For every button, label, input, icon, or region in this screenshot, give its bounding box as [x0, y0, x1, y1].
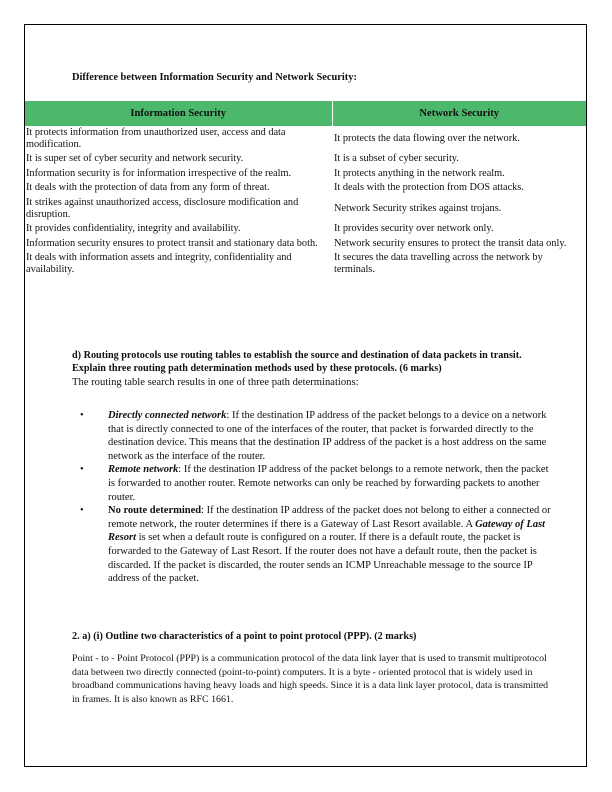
- cell-network-security: It protects the data flowing over the network.: [334, 132, 520, 144]
- path-determination-list: [80, 409, 554, 586]
- bullet-term: No route determined: [108, 505, 202, 517]
- bullet-text: is set when a default route is configured on a router. If there is a default route, the packet is forwarded to the Gateway of Last Resort. If the router does not have a default route, then the packet is discarded. If the packet is discarded, the router sends an ICMP Unreachable message to the source IP address of the packet.: [108, 532, 537, 585]
- list-item: [80, 463, 554, 504]
- table-row: [25, 126, 586, 152]
- bullet-text: : If the destination IP address of the packet belongs to a remote network, then the packet is forwarded to another router. Remote networks can only be reached by forwarding packets to another router.: [108, 464, 549, 503]
- cell-network-security: Network security ensures to protect the transit data only.: [334, 237, 567, 249]
- table-header-row: [25, 101, 586, 126]
- table-row: [25, 152, 586, 167]
- bullet-icon: •: [80, 410, 84, 421]
- question-2a-body: Point - to - Point Protocol (PPP) is a communication protocol of the data link layer that is used to transmit multiprotocol data between two directly connected (point-to-point) computers. It is a byte - oriented protocol that is widely used in broadband communications having heavy loads and high speeds. Since it is a data link layer protocol, data is transmitted in frames. It is also known as RFC 1661.: [72, 653, 549, 705]
- list-item: [80, 409, 554, 463]
- cell-information-security: Information security ensures to protect transit and stationary data both.: [26, 237, 318, 249]
- cell-information-security: It deals with information assets and integrity, confidentiality and availability.: [26, 252, 292, 275]
- question-d-intro: The routing table search results in one of three path determinations:: [72, 377, 359, 388]
- cell-information-security: It provides confidentiality, integrity and availability.: [26, 223, 241, 235]
- table-row: [25, 222, 586, 237]
- cell-network-security: Network Security strikes against trojans.: [334, 202, 502, 214]
- bullet-text: : If the destination IP address of the packet does not belong to either a connected or remote network, the router determines if there is a Gateway of Last Resort available. A: [108, 505, 551, 530]
- list-item: [80, 504, 554, 586]
- cell-network-security: It protects anything in the network realm.: [334, 167, 505, 179]
- header-network-security: Network Security: [332, 101, 586, 126]
- bullet-icon: •: [80, 505, 84, 517]
- comparison-table: [25, 101, 586, 278]
- table-row: [25, 181, 586, 196]
- section-title: Difference between Information Security and Network Security:: [72, 72, 357, 83]
- cell-network-security: It deals with the protection from DOS attacks.: [334, 182, 524, 194]
- cell-information-security: It deals with the protection of data from any form of threat.: [26, 182, 270, 194]
- header-information-security: Information Security: [25, 101, 332, 126]
- table-row: [25, 167, 586, 182]
- cell-information-security: Information security is for information irrespective of the realm.: [26, 167, 292, 179]
- bullet-text: : If the destination IP address of the packet belongs to a device on a network that is directly connected to one of the interfaces of the router, that packet is forwarded directly to the destination device. This means that the destination IP address of the packet is a host address on the same network as the interface of the router.: [108, 410, 547, 462]
- cell-information-security: It strikes against unauthorized access, disclosure modification and disruption.: [26, 196, 299, 220]
- table-row: [25, 196, 586, 222]
- table-row: [25, 237, 586, 252]
- cell-network-security: It provides security over network only.: [334, 223, 494, 235]
- inline-term: Gateway of Last Resort: [108, 518, 546, 544]
- bullet-term: Directly connected network: [108, 410, 227, 421]
- table-row: [25, 251, 586, 277]
- question-d: [72, 349, 542, 375]
- bullet-term: Remote network: [108, 464, 179, 476]
- cell-network-security: It is a subset of cyber security.: [334, 153, 459, 165]
- cell-network-security: It secures the data travelling across the network by terminals.: [334, 252, 543, 275]
- bullet-icon: •: [80, 464, 84, 476]
- question-d-heading: d) Routing protocols use routing tables to establish the source and destination of data packets in transit. Explain three routing path determination methods used by these protocols. (6 marks): [72, 350, 522, 375]
- question-2a-heading: 2. a) (i) Outline two characteristics of a point to point protocol (PPP). (2 marks): [72, 631, 417, 642]
- cell-information-security: It is super set of cyber security and network security.: [26, 153, 244, 165]
- cell-information-security: It protects information from unauthorized user, access and data modification.: [26, 127, 286, 150]
